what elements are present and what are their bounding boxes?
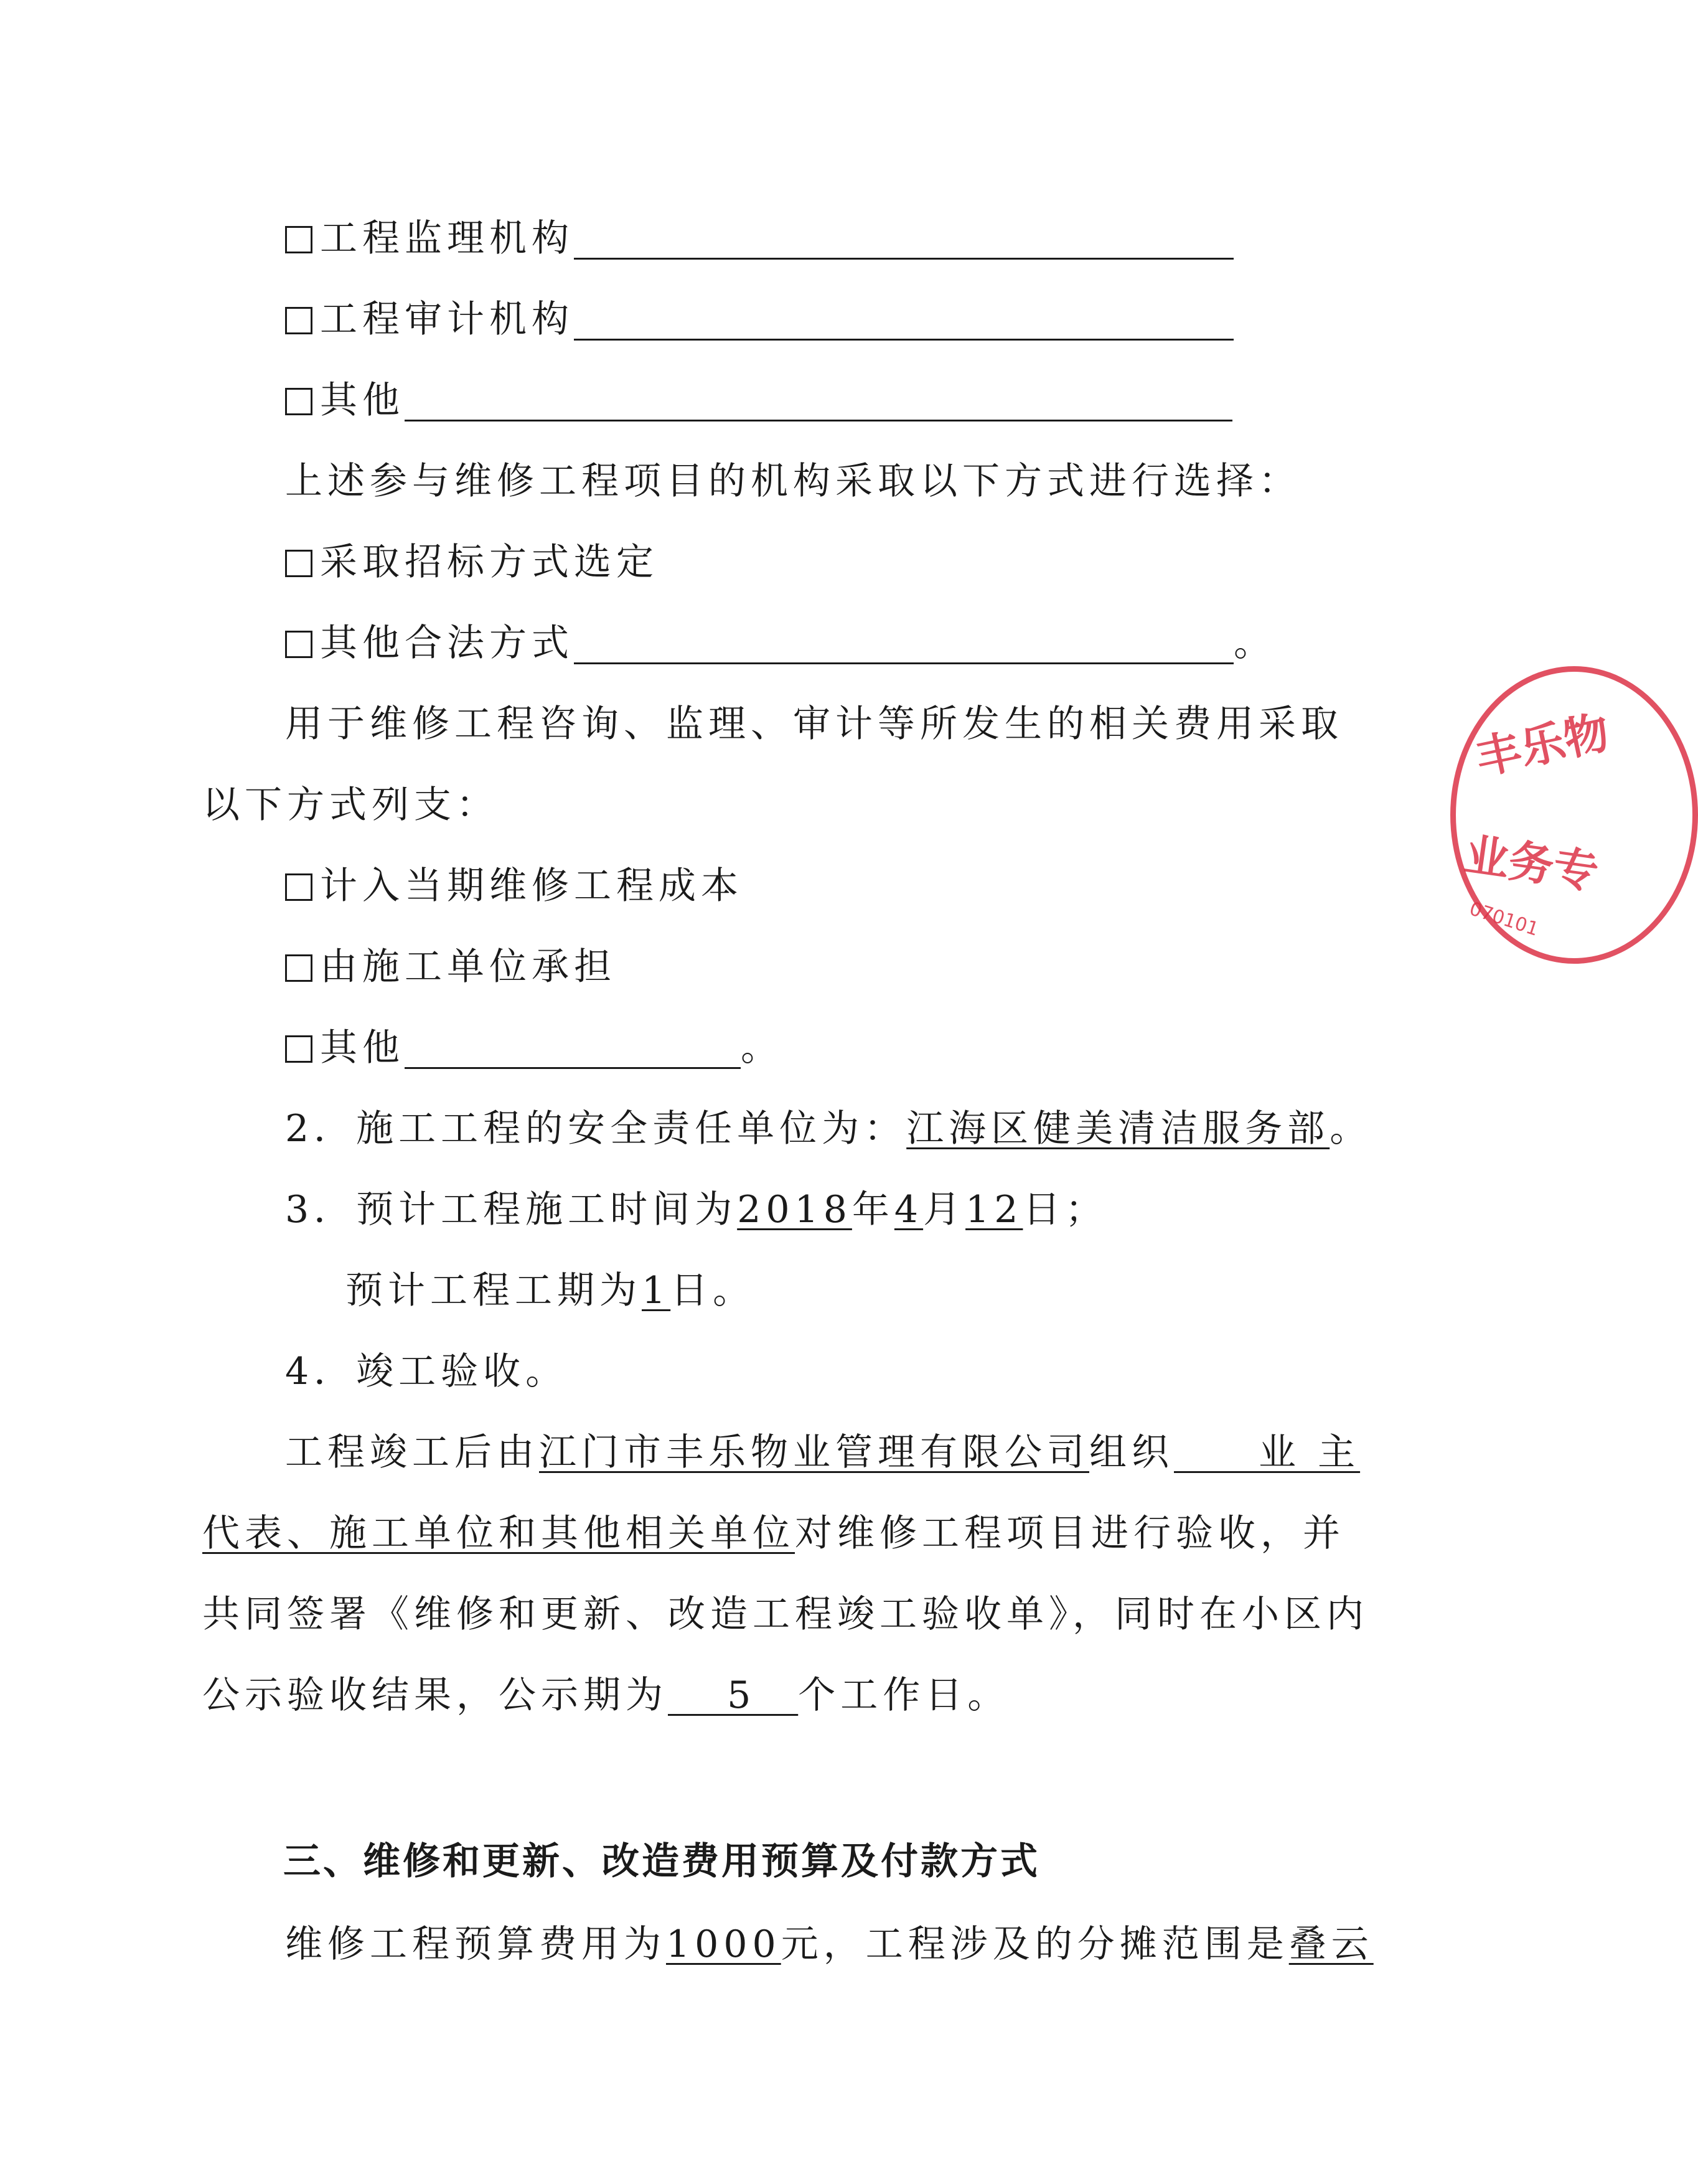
filled-value: 江海区健美清洁服务部: [906, 1107, 1330, 1151]
checkbox[interactable]: [285, 307, 312, 334]
checkbox[interactable]: [285, 1035, 312, 1063]
fill-blank[interactable]: [574, 624, 1234, 664]
checkbox-line-other-legal: 其他合法方式 。: [285, 618, 1276, 668]
filled-value: 12: [965, 1188, 1023, 1231]
filled-value: 2018: [737, 1188, 852, 1231]
cost-intro-line-2: 以下方式列支：: [202, 783, 499, 827]
budget-line: 维修工程预算费用为1000元，工程涉及的分摊范围是叠云: [285, 1923, 1374, 1966]
checkbox-line-other: 其他: [285, 375, 1232, 425]
filled-value: 江门市丰乐物业管理有限公司: [539, 1431, 1089, 1474]
checkbox-line-cost-3: 其他 。: [285, 1023, 783, 1073]
fill-blank[interactable]: [405, 1028, 741, 1069]
filled-value: 叠云: [1288, 1923, 1374, 1966]
acceptance-line-2: 代表、施工单位和其他相关单位对维修工程项目进行验收，并: [202, 1512, 1345, 1555]
item-3-start-date: 3．预计工程施工时间为2018年4月12日；: [285, 1188, 1108, 1231]
company-seal-stamp: 丰乐物 业务专 070101: [1450, 666, 1698, 964]
acceptance-line-3: 共同签署《维修和更新、改造工程竣工验收单》，同时在小区内: [202, 1593, 1369, 1636]
filled-value: 5: [668, 1673, 799, 1717]
checkbox-line-cost-1: 计入当期维修工程成本: [285, 861, 743, 911]
fill-blank[interactable]: [574, 219, 1234, 260]
fill-blank[interactable]: [405, 381, 1232, 421]
section-3-heading: 三、维修和更新、改造费用预算及付款方式: [283, 1840, 1040, 1883]
acceptance-line-4: 公示验收结果，公示期为 5 个工作日。: [202, 1673, 1010, 1717]
checkbox[interactable]: [285, 550, 312, 577]
checkbox-line-bidding: 采取招标方式选定: [285, 537, 659, 587]
filled-value: 业 主: [1174, 1431, 1361, 1474]
checkbox[interactable]: [285, 388, 312, 415]
item-3-duration: 预计工程工期为1日。: [345, 1269, 756, 1312]
fill-blank[interactable]: [574, 300, 1234, 341]
checkbox[interactable]: [285, 873, 312, 901]
filled-value: 4: [894, 1188, 924, 1231]
filled-value: 1: [642, 1269, 671, 1312]
selection-intro: 上述参与维修工程项目的机构采取以下方式进行选择：: [285, 459, 1301, 503]
item-4-acceptance: 4．竣工验收。: [285, 1350, 568, 1393]
checkbox[interactable]: [285, 226, 312, 253]
acceptance-line-1: 工程竣工后由江门市丰乐物业管理有限公司组织 业 主: [285, 1431, 1361, 1474]
checkbox-line-cost-2: 由施工单位承担: [285, 942, 616, 992]
cost-intro-line-1: 用于维修工程咨询、监理、审计等所发生的相关费用采取: [285, 702, 1343, 746]
item-2-safety-unit: 2．施工工程的安全责任单位为：江海区健美清洁服务部。: [285, 1107, 1372, 1151]
checkbox[interactable]: [285, 631, 312, 658]
checkbox-line-audit: 工程审计机构: [285, 294, 1234, 344]
filled-value: 1000: [666, 1923, 781, 1966]
filled-value: 代表、施工单位和其他相关单位: [202, 1512, 795, 1555]
checkbox[interactable]: [285, 954, 312, 982]
checkbox-line-supervision: 工程监理机构: [285, 214, 1234, 263]
